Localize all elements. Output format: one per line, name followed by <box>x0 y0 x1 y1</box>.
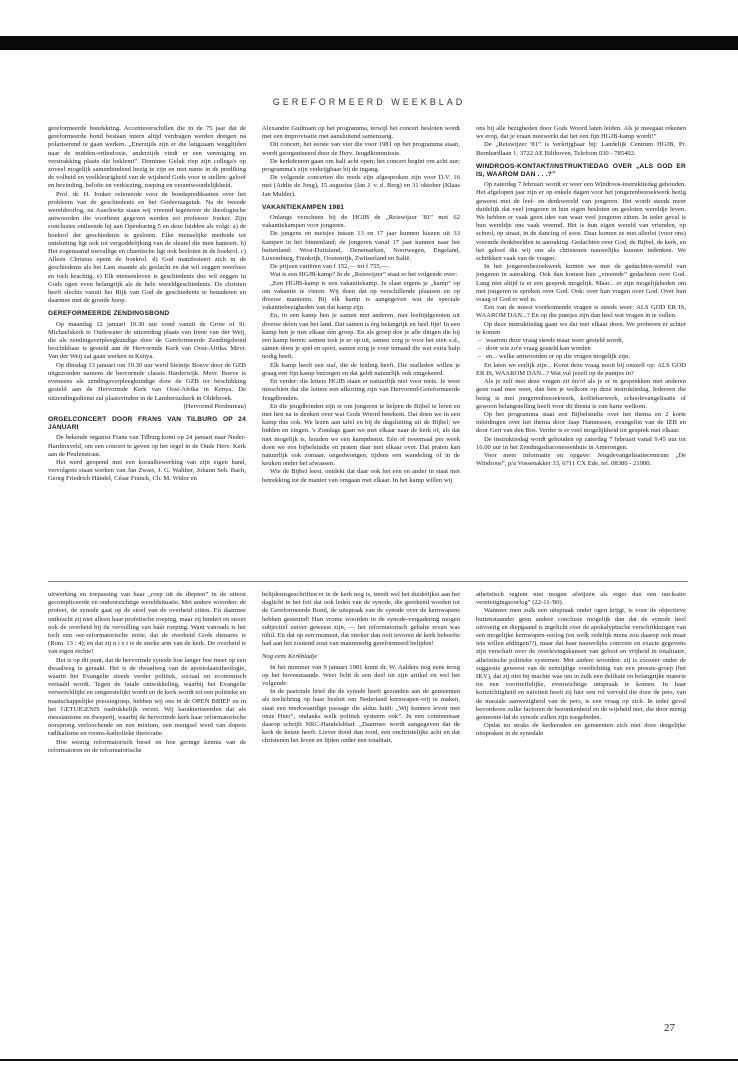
column-6 <box>476 591 686 1011</box>
paragraph: De instruktiedag wordt gehouden op zaterdag 7 februari vanaf 9.45 uur tot 16.00 uur in het Zendingsdiaconessenhuis in Amerongen. <box>476 435 686 451</box>
paragraph: Het is op dit punt, dat de hervormde synode hoe langer hoe meer op een dwaalweg is geraakt. Het is de dwaalweg van de apostolaatstheologie, waarin het Evangelie steeds verder politiek, sociaal en economisch vertaald wordt. Tegen de fatale ontwikkeling, waarbij het Evangelie verwereldlijkt en ontgeestelijkt wordt en de kerk wordt tot een politieke en maatschappelijke pressiegroep, hebben wij ons in de OPEN BRIEF en in het GETUIGENIS nadrukkelijk verzet. Wij karakteriseerden dat als messianisme en dweperij, waarbij de hervormde kerk haar reformatorische oorsprong verloochende en een mixtum, een mengsel werd van dopers radikalisme en rooms-katholieke theocratie. <box>48 656 246 738</box>
paragraph: Een van de meest voorkomende vragen is steeds weer: ALS GOD ER IS, WAAROM DAN...? En op die puntjes zijn dan heel wat vragen in te vullen. <box>476 304 686 320</box>
paragraph: Opdat nu straks de kerkeraden en gemeenten zich niet door dergelijke uitspraken in de synodale <box>476 722 686 738</box>
masthead: GEREFORMEERD WEEKBLAD <box>272 97 466 107</box>
bottom-rule <box>0 1059 738 1061</box>
paragraph: De prijzen variëren van f 152,— tot f 755,—. <box>270 263 390 271</box>
column-1 <box>48 125 246 570</box>
column-3 <box>476 125 686 570</box>
paragraph: De volgende concerten die reeds zijn afgesproken zijn voor D.V. 16 mei (Addie de Jong), 15 augustus (Jan J. v. d. Berg) en 31 oktober (Klaas Jan Mulder). <box>262 174 460 198</box>
list-item: – waarom deze vraag steeds maar weer gesteld wordt, <box>486 337 686 345</box>
section-heading: ORGELCONCERT DOOR FRANS VAN TILBURG OP 24 JANUARI <box>48 415 246 432</box>
paragraph: Wie de Bijbel leest, ontdekt dat daar ook het een en ander in staat met betrekking tot de manier van omgaan met elkaar. In het kamp willen wij <box>262 468 460 484</box>
list-item: – door wie zo'n vraag gesteld kan worden <box>486 345 686 353</box>
paragraph: atheïstisch regiem niet mogen afwijzen als erger dan een nucleaire vernietigingsoorlog” (22-11-'80). <box>476 591 686 607</box>
section-heading: GEREFORMEERDE ZENDINGSBOND <box>48 310 170 318</box>
paragraph: belijdenisgeschriften er in de kerk nog is, treedt wel het duidelijkst aan het daglicht in het feit dat ook leden van de synode, die gerekend worden tot de Gereformeerde Bond, de uitspraak van de synode over de kernwapens hebben gesteund! Hun vrome woorden in de synode-vergadering mogen subjectief zuiver geweest zijn, — het reformatorisch gehalte ervan was nihil. En dat op een moment, dat sterker dan ooit tevoren de kerk behoefte had aan het zoutend zout van manmoedig gereformeerd belijden! <box>262 591 460 648</box>
paragraph: Alexandre Guilmant op het programma, terwijl het concert besloten wordt met een improvisatie met aansluitend samenzang. <box>262 125 460 141</box>
subsection-heading: Nog eens Kerkbladje <box>262 653 318 661</box>
paragraph: Voor meer informatie en opgave: Jeugdevangelisatiecentrum „De Windroos”, p/a Vossenakker 33, 6711 CX Ede, tel. 08380 - 21980. <box>476 451 686 468</box>
paragraph: Op dinsdag 13 januari om 19.30 uur werd Steintje Boeve door de GZB uitgezonden namens de hervormde classis Harderwijk. Mevr. Boeve is eveneens als zendingsverpleegkundige door de GZB ter beschikking gesteld aan de Hervormde Kerk van Oost-Afrika in Kenya. De uitzendingsdienst zal plaatsvinden in de Lambertuskerk in Oldebroek. <box>48 361 246 402</box>
paragraph: „Een HGJB-kamp is een vakantiekamp. Je slaat ergens je „kamp” op om vakantie te vieren. Wij doen dat op verschillende plaatsen en op diverse manieren. Bij elk kamp is aangegeven wat de speciale vakantiebezigheden van dat kamp zijn. <box>262 279 460 312</box>
section-divider <box>48 581 688 582</box>
paragraph: Wanneer men zulk een uitspraak onder ogen krijgt, is voor de objectieve buitenstaander geen andere conclusie mogelijk dan dat de synode heel uitvoerig en diepgaand is ingelicht over de apokalyptische verschrikkingen van een mogelijke kernwapen-oorlog (en welk redelijk mens zou daarop ook maar iets willen afdingen!?), maar dat haar nauwelijks concrete en exacte gegevens zijn verschaft over de overlevingskansen van geloof en vrijheid in totalitaire, atheïstische politieke systemen. Met andere woorden: zij is zóozeer onder de suggestie geweest van de eenzijdige voorlichting van een pressie-groep (het IKV), dat zij niet bij machte was om in zulk een delikate en belangrijke materie tot een voortreffelijke, evenwichtige uitspraak te komen. In haar kortzichtigheid en naïviteit heeft zij hier een rol vervuld die door de pers, van de massale aanwezigheid van de pers, is een vraag op zich. In ieder geval bevorderen zulke factoren de bezonkenheid en de wijsheid niet, die door menig gemeente-lid de synode zullen zijn toegebeden. <box>476 607 686 722</box>
byline: (Hervormd Persbureau) <box>183 402 246 410</box>
paragraph: Op zaterdag 7 februari wordt er weer een Windroos-instruktiedag gehouden. Het afgelopen jaar zijn er op enkele dagen voor het jongerenbezoekwerk bezig geweest met de leef- en denkwereld van jongeren. Het wordt steeds meer duidelijk dat veel jongeren in hun eigen besloten en gesloten wereldje leven. We hebben er vaak geen idee van waar veel jongeren zitten. In ieder geval is hun wereldje ons vaak vreemd. Het is hun eigen wereld van vrienden, op school, op straat, in de dancing of soos. Daar komen ze met allerlei (voor ons) vreemde denkbeelden in aanraking. Gedachten over God, de Bijbel, de kerk, en het geloof die wij ons als christenen nauwelijks kunnen indenken. We schrikken vaak van de vragen. <box>476 181 686 263</box>
paragraph: In de pastorale brief die de synode heeft gezonden aan de gemeenten als toelichting op haar besluit om Nederland kernwapen-vrij te maken, staat een merkwaardige passage die aldus luidt: „Wij kunnen leven met onze Heer”, ondanks welk politiek systeem ook”. In een commentaar daarop schrijft NRC-Handelsblad: „Daarmee wordt aangegeven dat de kerk de keuze heeft: Liever dood dan rood, een onchristelijke acht en dat christenen het leven en lijden onder een totalitair, <box>262 688 460 745</box>
paragraph: gereformeerde bondskring. Accentsverschillen die in de 75 jaar dat de gereformeerde bond bestaan intern altijd verdragen werden dreigen na polariserend te gaan werken. „Enerzijds zijn er die langzaam wegglijden naar de midden-orthodoxie, anderzijds vindt er een vereniging en verstrakking plaats die beklemt”. Dominee Geluk riep zijn collega's op zoveel mogelijk samenbindend bezig te zijn en met name in de prediking de volheid en veelkleurigheid van de wijsheid Gods voor te stellen: geloof en bevinding, belofte en verkiezing, roeping en verantwoordelijkheid. <box>48 125 246 190</box>
paragraph: Prof. dr. H. Jonker refereerde voor de bondspredikanten over het probleem van de geschiedenis en het Godsvraagstuk. Na de tweede wereldoorlog, na Auschwitz staan wij vreemd tegenover de theologische antwoorden die voorheen gegeven werden zei professor Jonker. Zijn conclusies ontleende hij aan Openbaring 5 en deze luidden als volgt: a) de boekrol der geschiedenis is gesloten. Elke menselijke methode tot ontsluiting ligt ook tot vergoddelijking van de sleutel die men hanteert. b) Het zogenaamd toevallige en chaotische ligt ook besloten in de boekrol. c) Alleen Christus opent de boekrol. d) God manifesteert zich in de geschiedenis als het Lam staande als geslacht en dat wil zeggen weerloos en toch krachtig. e) Elk mensenleven is geschiedenis dus wil zeggen in Gods ogen even belangrijk als de hele wereldgeschiedenis. De christen heeft slechts vanuit het Rijk van God de geschiedenis te benaderen en daarmee met de gronde hoop. <box>48 190 246 305</box>
list-item: – en... welke antwoorden er op die vragen mogelijk zijn. <box>486 353 686 361</box>
paragraph: De „Reiswijzer '81” is verkrijgbaar bij: Landelijk Centrum HGJB, Pr. Bernhardlaan 1, 3722 AE Bilthoven, Telefoon 030 - 785402. <box>476 141 686 157</box>
paragraph: En die jeugdbonden zijn er om jongeren te helpen de Bijbel te leren en met hen na te denken over wat Gods Woord betekent. Dat doen we in een kamp dus ook. We lezen aan tafel en bij de dagsluiting uit de Bijbel; we bidden en zingen. 's Zondags gaan we met elkaar naar de kerk of, als dat niet mogelijk is, houden we een kampdienst. Eén of tweemaal per week doen we een bijbelstudie en praten daar met elkaar over. Dat praten kan natuurlijk ook zomaar, ongedwongen, tijdens een wandeling of in de keuken onder het afwassen. <box>262 402 460 468</box>
paragraph: En laten we eerlijk zijn... Komt deze vraag nooit bij onszelf op: ALS GOD ER IS, WAAROM DAN...? Wat vul jezelf op de puntjes in? <box>476 361 686 377</box>
paragraph: ons bij alle bezigheden door Gods Woord laten leiden. Als je meegaat rekenen we erop, dat je eraan meewerkt dat het een fijn HGJB-kamp wordt!” <box>476 125 686 141</box>
paragraph: uitwerking en toepassing van haar „roep uit de diepten” in de uiterst gecompliceerde en ondoorzichtige wereldsituatie. Met andere woorden: de profeet, de synode gaat op de stoel van de overheid zitten. En daarmee ontkracht zij niet alleen haar profetische roeping, maar zij hindert en stoort ook de overheid bij de vervulling van háár roeping. Want vanouds is het toch een oer-reformatorische notie, dat de overheid Gods dienares is (Rom. 13 : 4), en dat zij n i e t is de sterke arm van de kerk. De overheid is van eigen rechte! <box>48 591 246 656</box>
paragraph: Als je zelf met deze vragen zit én/of als je er in gesprekken met anderen geen raad mee weet, dan ben je welkom op deze instruktiedag. Iedereen die bezig is met jongerenbezoekwerk, koffiebarwerk, schoolevangelisatie of gewoon belangstelling heeft voor dit thema is van harte welkom. <box>476 378 686 410</box>
paragraph: En verder: die letters HGJB staan er natuurlijk niet voor niets. Je weet misschien dat die letters een afkorting zijn van Hervormd-Gereformeerde Jeugdbonden. <box>262 378 460 402</box>
section-heading: VAKANTIEKAMPEN 1981 <box>262 203 345 211</box>
question-list <box>476 337 686 362</box>
paragraph: Op deze instruktiedag gaan we dat met elkaar doen. We proberen er achter te komen <box>476 320 686 336</box>
paragraph: Op het programma staat een Bijbelstudie over het thema en 2 korte inleidingen over het thema door Jaap Hanuessen, evangelist van de IZB en door Gert van den Bos. Verder is er veel mogelijkheid tot gesprek met elkaar. <box>476 410 686 435</box>
paragraph: Onlangs verscheen bij de HGJB de „Reiswijzer '81” met 62 vakantiekampen voor jongeren. <box>262 214 460 230</box>
paragraph: Wat is een HGJB-kamp? In de „Reiswijzer” staat er het volgende over: <box>270 271 458 279</box>
paragraph: De kerkdeuren gaan om half acht open; het concert begint om acht uur; programma's zijn verkrijgbaar bij de ingang. <box>262 157 460 174</box>
column-4 <box>48 591 246 1011</box>
paragraph: In het jongerenbezoekwerk komen we met de gedachten-wereld van jongeren in aanraking. Ook dan komen hun „vreemde” gedachten over God. Lang niet altijd is er een gesprek mogelijk. Maar... er zijn mogelijkheden om met jongeren te spreken over God. Ook: over hun vragen over God. Over hun vraag of God er wel is. <box>476 263 686 304</box>
paragraph: Hoe weinig reformatorisch besef en hoe geringe kennis van de reformatoren en de reformatorische <box>48 738 246 754</box>
paragraph: Dit concert, het eerste van vier die voor 1981 op het programma staan, wordt georganiseerd door de Herv. Jeugdkommissie. <box>262 141 460 157</box>
paragraph: En, in een kamp ben je samen met anderen, met leeftijdgenoten uit diverse delen van het land. Dat samen is érg belangrijk en héél fijn! In een kamp ben je met elkaar één groep. En als groep doe je alle dingen die bij een kamp horen: samen trek je er op uit, samen zorg je voor het eten e.d., samen doen je spel en sport, samen zorg je voor iemand die wat extra hulp nodig heeft. <box>262 312 460 361</box>
column-2 <box>262 125 460 570</box>
top-black-band <box>0 36 738 50</box>
page-number: 27 <box>664 1022 675 1034</box>
paragraph: Elk kamp heeft een staf, die de leiding heeft. Die stafleden willen je graag een fijn kamp bezorgen en dat geldt natuurlijk ook omgekeerd. <box>262 361 460 377</box>
paragraph: De bekende organist Frans van Tilburg komt op 24 januari naar Neder-Hardinxveld, om een concert te geven op het orgel in de Oude Herv. Kerk aan de Peulenstraat. <box>48 434 246 458</box>
paragraph: Op maandag 12 januari 19.30 uur vond vanuit de Grote of St. Michaelskerk te Oudewater de uitzending plaats van Irene van der Weij, die als zendingsverpleegkundige door de Gereformeerde Zendingsbond beschikbaar is gesteld aan de Hervormde Kerk van Oost-Afrika. Mevr. Van der Weij zal gaan werken in Kenya. <box>48 320 246 361</box>
paragraph: In het nummer van 9 januari 1981 komt dr. W. Aalders nog eens terug op het bovenstaande. Weer licht ik een deel uit zijn artikel en wel het volgende: <box>262 663 460 688</box>
paragraph: De jongens en meisjes tussen 13 en 17 jaar kunnen kiezen uit 33 kampen in het binnenland; de jongeren vanaf 17 jaar kunnen naar het buitenland: West-Duitsland, Denemarken, Noorwegen, Engeland, Luxemburg, Frankrijk, Oostenrijk, Zwitserland en Italië. <box>262 230 460 263</box>
column-5 <box>262 591 460 1011</box>
section-heading: WINDROOS-KONTAKT/INSTRUKTIEDAG OVER „ALS GOD ER IS, WAAROM DAN . . .?” <box>476 162 686 179</box>
paragraph: Het werd geopend met een koraalbewerking van zijn eigen hand, vervolgens staan werken van Jan Zwart, J. G. Walther, Johann Seb. Bach, Georg Friedrich Händel, César Franck, Ch. M. Widor en <box>48 458 246 483</box>
